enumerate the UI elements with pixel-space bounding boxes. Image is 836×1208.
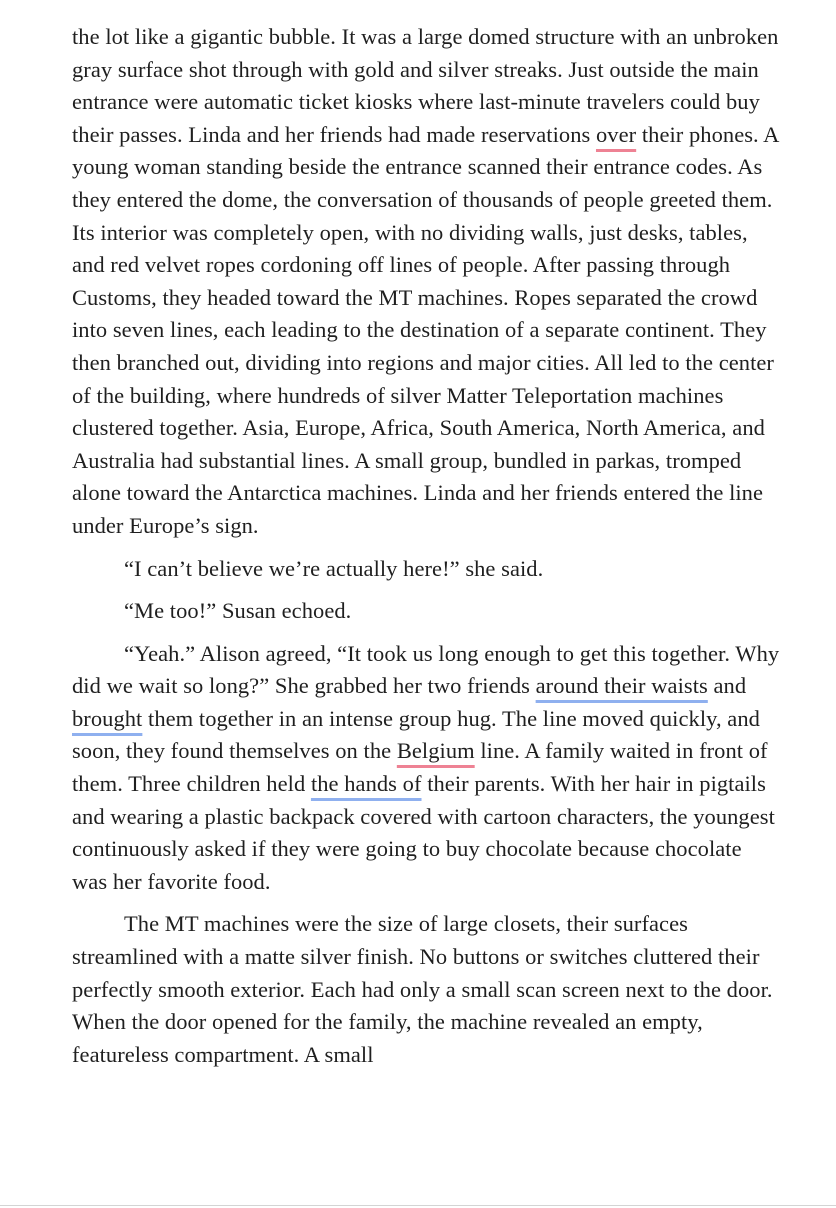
text-run: their phones. A young woman standing beside the entrance scanned their entrance codes. As they entered the dome, the conversation of thousands of people greeted them. Its interior was completely open, with no dividing walls, just desks, tables, and red velvet ropes cordoning off lines of people. After passing through Customs, they headed toward the MT machines. Ropes separated the crowd into seven lines, each leading to the destination of a separate continent. They then branched out, dividing into regions and major cities. All led to the center of the building, where hundreds of silver Matter Teleportation machines clustered together. Asia, Europe, Africa, South America, North America, and Australia had substantial lines. A small group, bundled in parkas, tromped alone toward the Antarctica machines. Linda and her friends entered the line under Europe’s sign.	[72, 121, 779, 538]
spelling-flag-over[interactable]: over	[595, 121, 637, 147]
grammar-flag-brought[interactable]: brought	[72, 705, 143, 731]
paragraph-2[interactable]	[72, 553, 782, 586]
document-page	[72, 21, 782, 1081]
paragraph-3[interactable]	[72, 595, 782, 628]
paragraph-5[interactable]	[72, 908, 782, 1071]
text-run: and	[707, 673, 747, 699]
grammar-flag-around-their-waists[interactable]: around their waists	[535, 673, 708, 699]
text-run: the lot like a gigantic bubble. It was a large domed structure with an unbroken gray surface shot through with gold and silver streaks. Just outside the main entrance were automatic ticket kiosks where last-minute travelers could buy their passes. Linda and her friends had made reservations	[72, 24, 779, 147]
text-run: The MT machines were the size of large closets, their surfaces streamlined with a matte silver finish. No buttons or switches cluttered their perfectly smooth exterior. Each had only a small scan screen next to the door. When the door opened for the family, the machine revealed an empty, featureless compartment. A small	[72, 911, 773, 1067]
page-bottom-divider	[0, 1205, 836, 1206]
text-run: their parents. With her hair in pigtails and wearing a plastic backpack covered with cartoon characters, the youngest continuously asked if they were going to buy chocolate because chocolate was her favorite food.	[72, 771, 775, 894]
text-run: “I can’t believe we’re actually here!” she said.	[124, 555, 544, 581]
grammar-flag-the-hands-of[interactable]: the hands of	[310, 771, 422, 797]
paragraph-4[interactable]	[72, 638, 782, 899]
spelling-flag-belgium[interactable]: Belgium	[396, 738, 475, 764]
text-run: “Yeah.” Alison agreed, “It took us long enough to get this together. Why did we wait so long?” She grabbed her two friends	[72, 640, 780, 699]
text-run: them together in an intense group hug. The line moved quickly, and soon, they found themselves on the	[72, 705, 760, 764]
text-run: line. A family waited in front of them. Three children held	[72, 738, 768, 797]
paragraph-1[interactable]	[72, 21, 782, 543]
text-run: “Me too!” Susan echoed.	[124, 598, 352, 624]
